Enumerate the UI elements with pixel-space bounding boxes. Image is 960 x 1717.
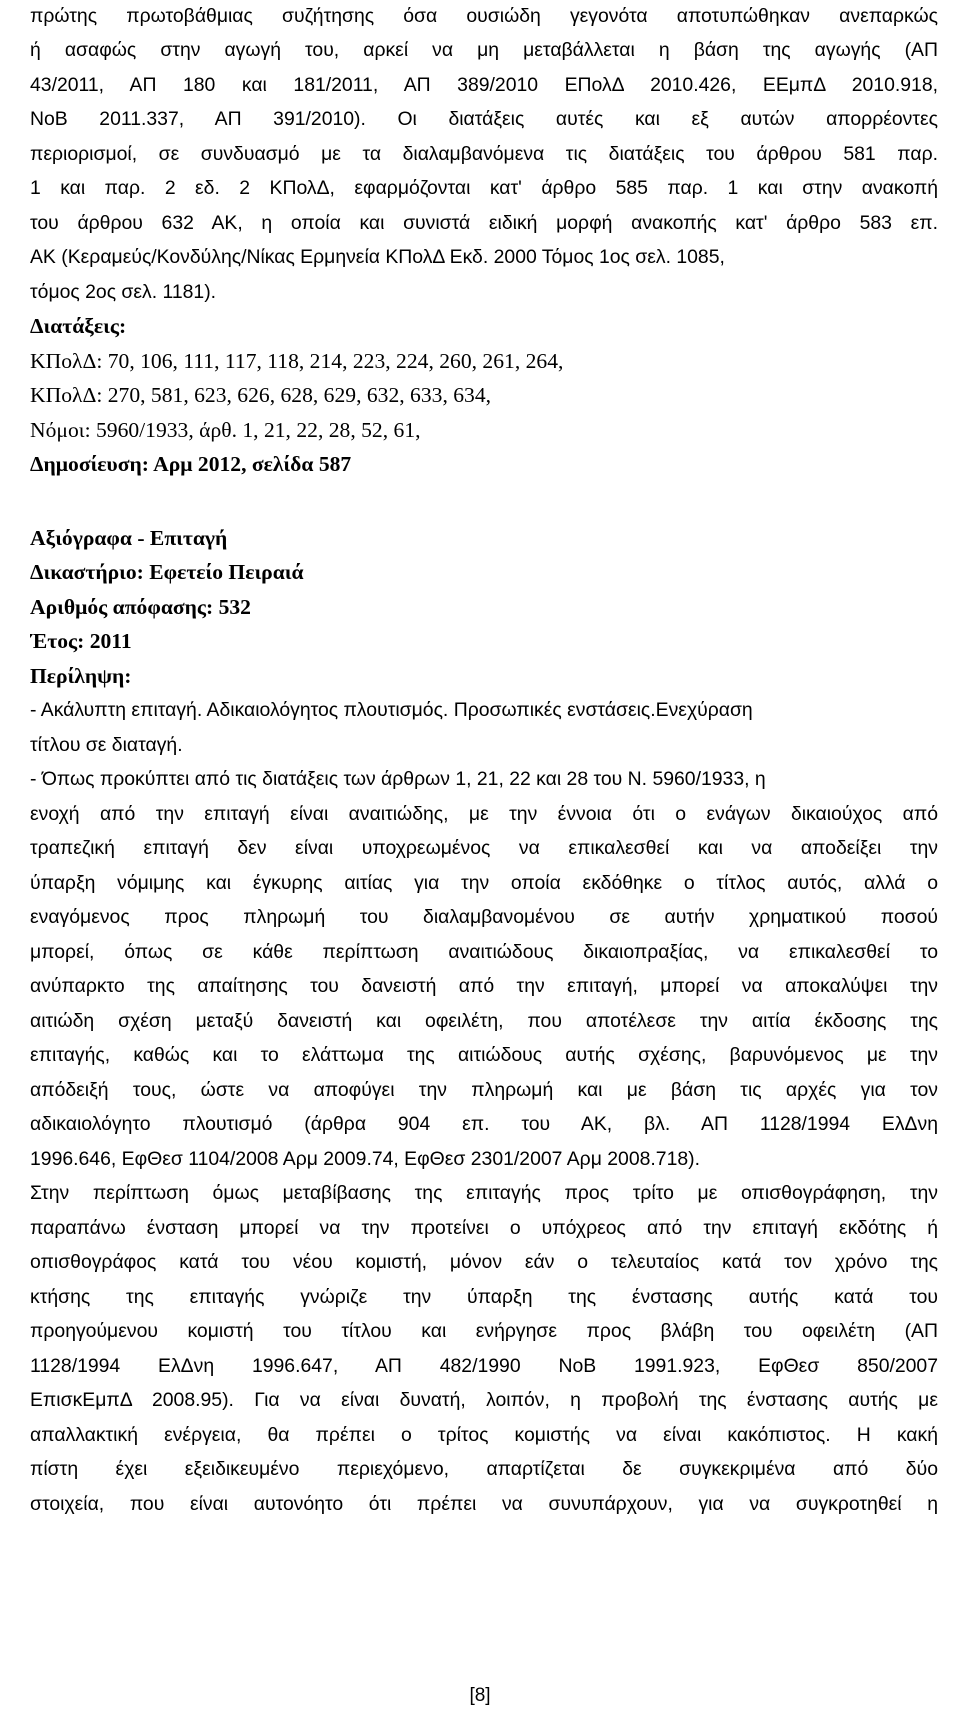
court-line: Δικαστήριο: Εφετείο Πειραιά <box>30 560 304 584</box>
page-number: [8] <box>469 1685 491 1706</box>
paragraph-line: τόμος 2ος σελ. 1181). <box>30 281 217 303</box>
provisions-line: ΚΠολΔ: 270, 581, 623, 626, 628, 629, 632, 633, 634, <box>30 383 492 407</box>
body-line: παραπάνω ένσταση μπορεί να την προτείνει ο υπόχρεος από την επιταγή εκδότης ή <box>30 1217 938 1239</box>
case-title: Αξιόγραφα - Επιταγή <box>30 526 228 550</box>
paragraph-line: ΝοΒ 2011.337, ΑΠ 391/2010). Οι διατάξεις αυτές και εξ αυτών απορρέοντες <box>30 108 938 130</box>
body-line: εναγόμενος προς πληρωμή του διαλαμβανομένου σε αυτήν χρηματικού ποσού <box>30 906 938 928</box>
body-line: αδικαιολόγητο πλουτισμό (άρθρα 904 επ. του ΑΚ, βλ. ΑΠ 1128/1994 ΕλΔνη <box>30 1113 938 1135</box>
paragraph-line: περιορισμοί, σε συνδυασμό με τα διαλαμβανόμενα τις διατάξεις του άρθρου 581 παρ. <box>30 143 938 165</box>
summary-line: - Όπως προκύπτει από τις διατάξεις των άρθρων 1, 21, 22 και 28 του Ν. 5960/1933, η <box>30 768 766 790</box>
body-line: Στην περίπτωση όμως μεταβίβασης της επιταγής προς τρίτο με οπισθογράφηση, την <box>30 1182 938 1204</box>
body-line: απόδειξή τους, ώστε να αποφύγει την πληρωμή και με βάση τις αρχές για τον <box>30 1079 938 1101</box>
body-line: στοιχεία, που είναι αυτονόητο ότι πρέπει να συνυπάρχουν, για να συγκροτηθεί η <box>30 1493 938 1515</box>
summary-heading: Περίληψη: <box>30 664 132 688</box>
body-line: αιτιώδη σχέση μεταξύ δανειστή και οφειλέτη, που αποτέλεσε την αιτία έκδοσης της <box>30 1010 938 1032</box>
body-line: προηγούμενου κομιστή του τίτλου και ενήργησε προς βλάβη του οφειλέτη (ΑΠ <box>30 1320 938 1342</box>
decision-number: Αριθμός απόφασης: 532 <box>30 595 251 619</box>
body-line: 1996.646, ΕφΘεσ 1104/2008 Αρμ 2009.74, ΕφΘεσ 2301/2007 Αρμ 2008.718). <box>30 1148 700 1170</box>
body-line: απαλλακτική ενέργεια, θα πρέπει ο τρίτος κομιστής να είναι κακόπιστος. Η κακή <box>30 1424 938 1446</box>
provisions-line: ΚΠολΔ: 70, 106, 111, 117, 118, 214, 223, 224, 260, 261, 264, <box>30 349 564 373</box>
body-line: 1128/1994 ΕλΔνη 1996.647, ΑΠ 482/1990 ΝοΒ 1991.923, ΕφΘεσ 850/2007 <box>30 1355 938 1377</box>
body-line: επιταγής, καθώς και το ελάττωμα της αιτιώδους αυτής σχέσης, βαρυνόμενος με την <box>30 1044 938 1066</box>
decision-year: Έτος: 2011 <box>30 629 132 653</box>
body-line: οπισθογράφος κατά του νέου κομιστή, μόνον εάν ο τελευταίος κατά τον χρόνο της <box>30 1251 938 1273</box>
provisions-heading: Διατάξεις: <box>30 314 127 338</box>
paragraph-line: 1 και παρ. 2 εδ. 2 ΚΠολΔ, εφαρμόζονται κατ' άρθρο 585 παρ. 1 και στην ανακοπή <box>30 177 938 199</box>
body-line: ύπαρξη νόμιμης και έγκυρης αιτίας για την οποία εκδόθηκε ο τίτλος αυτός, αλλά ο <box>30 872 938 894</box>
provisions-line: Νόμοι: 5960/1933, άρθ. 1, 21, 22, 28, 52, 61, <box>30 418 421 442</box>
paragraph-line: ή ασαφώς στην αγωγή του, αρκεί να μη μεταβάλλεται η βάση της αγωγής (ΑΠ <box>30 39 938 61</box>
paragraph-line: ΑΚ (Κεραμεύς/Κονδύλης/Νίκας Ερμηνεία ΚΠολΔ Εκδ. 2000 Τόμος 1ος σελ. 1085, <box>30 246 725 268</box>
body-line: ΕπισκΕμπΔ 2008.95). Για να είναι δυνατή, λοιπόν, η προβολή της ένστασης αυτής με <box>30 1389 938 1411</box>
body-line: μπορεί, όπως σε κάθε περίπτωση αναιτιώδους δικαιοπραξίας, να επικαλεσθεί το <box>30 941 938 963</box>
body-line: κτήσης της επιταγής γνώριζε την ύπαρξη της ένστασης αυτής κατά του <box>30 1286 938 1308</box>
body-line: ανύπαρκτο της απαίτησης του δανειστή από την επιταγή, μπορεί να αποκαλύψει την <box>30 975 938 997</box>
paragraph-line: 43/2011, ΑΠ 180 και 181/2011, ΑΠ 389/2010 ΕΠολΔ 2010.426, ΕΕμπΔ 2010.918, <box>30 74 938 96</box>
body-line: τραπεζική επιταγή δεν είναι υποχρεωμένος να επικαλεσθεί και να αποδείξει την <box>30 837 938 859</box>
body-line: ενοχή από την επιταγή είναι αναιτιώδης, με την έννοια ότι ο ενάγων δικαιούχος από <box>30 803 938 825</box>
summary-line: τίτλου σε διαταγή. <box>30 734 183 756</box>
paragraph-line: πρώτης πρωτοβάθμιας συζήτησης όσα ουσιώδη γεγονότα αποτυπώθηκαν ανεπαρκώς <box>30 5 938 27</box>
publication-line: Δημοσίευση: Αρμ 2012, σελίδα 587 <box>30 452 352 476</box>
summary-line: - Ακάλυπτη επιταγή. Αδικαιολόγητος πλουτισμός. Προσωπικές ενστάσεις.Ενεχύραση <box>30 699 753 721</box>
paragraph-line: του άρθρου 632 ΑΚ, η οποία και συνιστά ειδική μορφή ανακοπής κατ' άρθρο 583 επ. <box>30 212 938 234</box>
body-line: πίστη έχει εξειδικευμένο περιεχόμενο, απαρτίζεται δε συγκεκριμένα από δύο <box>30 1458 938 1480</box>
